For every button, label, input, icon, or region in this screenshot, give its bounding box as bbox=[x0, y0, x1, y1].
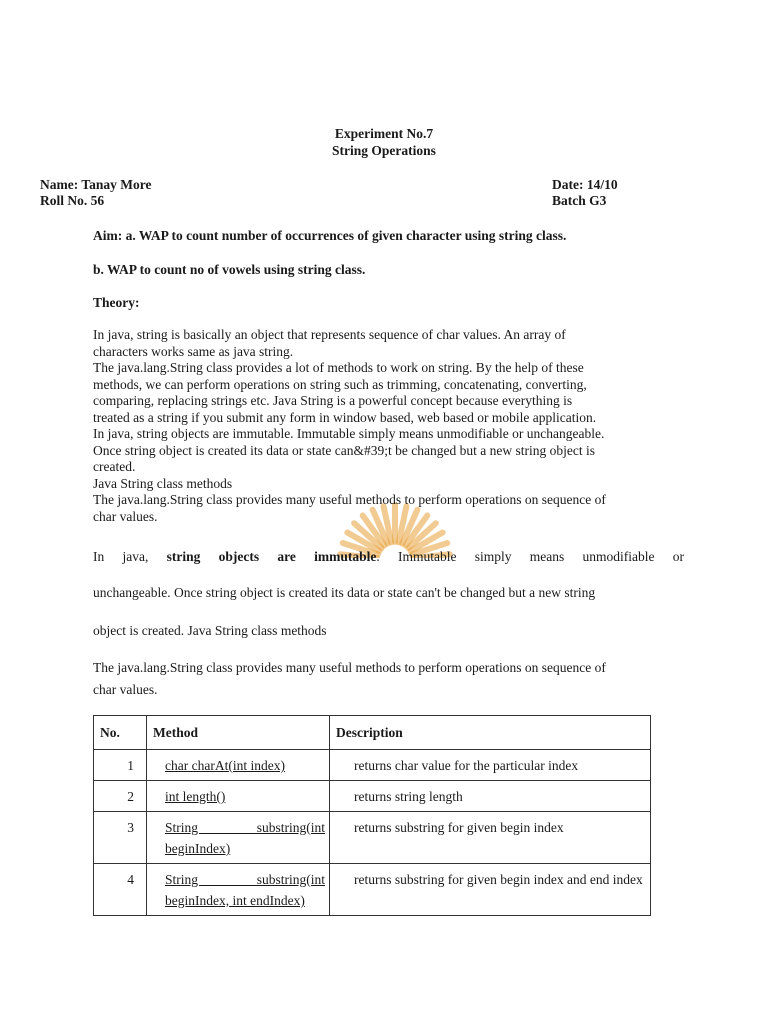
description-cell: returns substring for given begin index bbox=[330, 812, 651, 864]
aim-a: Aim: a. WAP to count number of occurrences of given character using string class. bbox=[93, 228, 567, 243]
theory-line: Java String class methods bbox=[93, 475, 233, 491]
theory-line: comparing, replacing strings etc. Java String is a powerful concept because everything is bbox=[93, 393, 573, 408]
header-method: Method bbox=[147, 716, 330, 750]
table-header-row bbox=[94, 716, 651, 750]
row-number: 4 bbox=[94, 864, 147, 916]
immutable-line-2: unchangeable. Once string object is created its data or state can't be changed but a new string bbox=[93, 585, 596, 600]
date: Date: 14/10 bbox=[552, 177, 618, 192]
method-cell bbox=[147, 812, 330, 864]
method-link[interactable]: char charAt(int index) bbox=[165, 758, 285, 773]
immutable-line-1 bbox=[93, 549, 684, 565]
table-row bbox=[94, 781, 651, 812]
method-cell bbox=[147, 864, 330, 916]
header-no: No. bbox=[94, 716, 147, 750]
experiment-subtitle: String Operations bbox=[332, 143, 436, 158]
theory-line: characters works same as java string. bbox=[93, 343, 294, 359]
experiment-title: Experiment No.7 bbox=[334, 126, 434, 141]
aim-b: b. WAP to count no of vowels using string class. bbox=[93, 262, 366, 277]
immutable-bold: string objects are immutable bbox=[166, 549, 377, 564]
description-cell: returns substring for given begin index and end index bbox=[330, 864, 651, 916]
theory-line: In java, string objects are immutable. Immutable simply means unmodifiable or unchangeable. bbox=[93, 426, 605, 441]
theory-line: methods, we can perform operations on string such as trimming, concatenating, converting, bbox=[93, 376, 587, 392]
theory-line: The java.lang.String class provides a lot of methods to work on string. By the help of these bbox=[93, 360, 584, 375]
theory-line: In java, string is basically an object that represents sequence of char values. An array of bbox=[93, 327, 566, 342]
description-cell: returns char value for the particular index bbox=[330, 750, 651, 781]
roll-number: Roll No. 56 bbox=[40, 193, 105, 208]
method-link[interactable]: String substring(int beginIndex) bbox=[165, 820, 325, 856]
immutable-prefix: In java, bbox=[93, 549, 167, 564]
theory-line: Once string object is created its data or state can&#39;t be changed but a new string object is bbox=[93, 442, 595, 458]
theory-line: treated as a string if you submit any form in window based, web based or mobile application. bbox=[93, 409, 597, 425]
table-row bbox=[94, 864, 651, 916]
row-number: 1 bbox=[94, 750, 147, 781]
method-cell bbox=[147, 750, 330, 781]
method-link[interactable]: String substring(int beginIndex, int endIndex) bbox=[165, 872, 325, 908]
theory-heading: Theory: bbox=[93, 295, 140, 310]
immutable-line-3: object is created. Java String class methods bbox=[93, 623, 327, 638]
method-link[interactable]: int length() bbox=[165, 789, 226, 804]
table-row bbox=[94, 812, 651, 864]
description-cell: returns string length bbox=[330, 781, 651, 812]
batch: Batch G3 bbox=[552, 193, 607, 208]
header-description: Description bbox=[330, 716, 651, 750]
immutable-rest: . Immutable simply means unmodifiable or bbox=[376, 549, 684, 564]
methods-line-1: The java.lang.String class provides many useful methods to perform operations on sequence of bbox=[93, 660, 606, 675]
method-cell bbox=[147, 781, 330, 812]
row-number: 3 bbox=[94, 812, 147, 864]
student-name: Name: Tanay More bbox=[40, 177, 152, 192]
theory-line: The java.lang.String class provides many useful methods to perform operations on sequence of bbox=[93, 492, 606, 507]
theory-line: char values. bbox=[93, 508, 158, 524]
table-row bbox=[94, 750, 651, 781]
methods-line-2: char values. bbox=[93, 682, 158, 697]
theory-line: created. bbox=[93, 459, 136, 474]
methods-table bbox=[93, 715, 651, 916]
row-number: 2 bbox=[94, 781, 147, 812]
theory-paragraph bbox=[93, 327, 693, 525]
